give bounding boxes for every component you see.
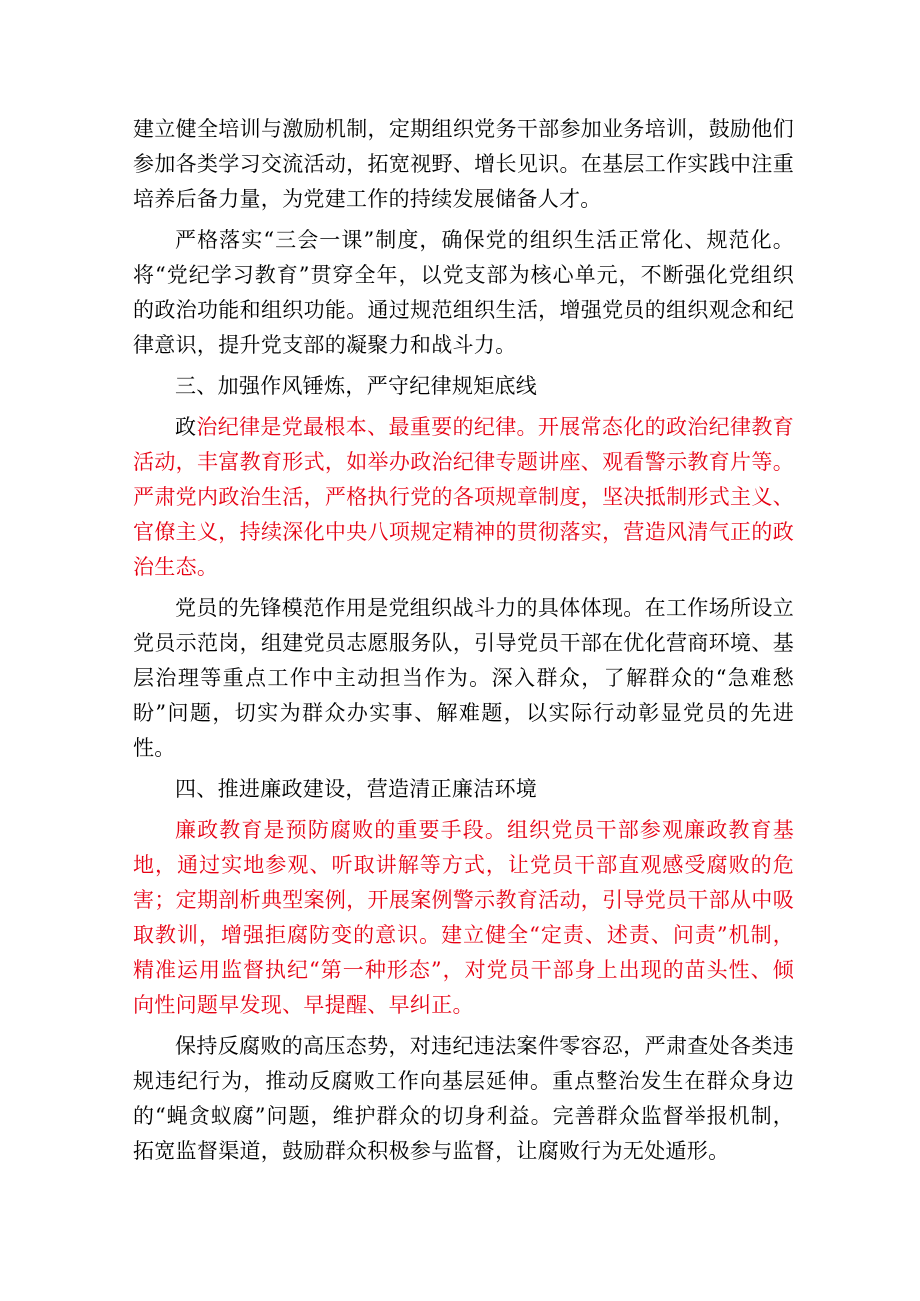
section-heading-three: 三、加强作风锤炼，严守纪律规矩底线 bbox=[175, 374, 538, 398]
paragraph-anti-corruption: 保持反腐败的高压态势，对违纪违法案件零容忍，严肃查处各类违规违纪行为，推动反腐败工作向基层延伸。重点整治发生在群众身边的“蝇贪蚁腐”问题，维护群众的切身利益。完善群众监督举报机制，拓宽监督渠道，鼓励群众积极参与监督，让腐败行为无处遁形。 bbox=[133, 1034, 794, 1163]
paragraph-training-mechanism: 建立健全培训与激励机制，定期组织党务干部参加业务培训，鼓励他们参加各类学习交流活动，拓宽视野、增长见识。在基层工作实践中注重培养后备力量，为党建工作的持续发展储备人才。 bbox=[133, 117, 794, 211]
section-heading-four: 四、推进廉政建设，营造清正廉洁环境 bbox=[175, 777, 538, 801]
paragraph-political-discipline-lead: 政 bbox=[175, 415, 197, 439]
paragraph-integrity-education: 廉政教育是预防腐败的重要手段。组织党员干部参观廉政教育基地，通过实地参观、听取讲解等方式，让党员干部直观感受腐败的危害；定期剖析典型案例，开展案例警示教育活动，引导党员干部从中吸取教训，增强拒腐防变的意识。建立健全“定责、述责、问责”机制，精准运用监督执纪“第一种形态”，对党员干部身上出现的苗头性、倾向性问题早发现、早提醒、早纠正。 bbox=[133, 818, 794, 1017]
paragraph-political-discipline bbox=[133, 410, 794, 585]
document-body bbox=[133, 112, 794, 1175]
paragraph-political-discipline-text: 治纪律是党最根本、最重要的纪律。开展常态化的政治纪律教育活动，丰富教育形式，如举办政治纪律专题讲座、观看警示教育片等。严肃党内政治生活，严格执行党的各项规章制度，坚决抵制形式主义、官僚主义，持续深化中央八项规定精神的贯彻落实，营造风清气正的政治生态。 bbox=[133, 415, 794, 579]
paragraph-three-meetings-one-lesson: 严格落实“三会一课”制度，确保党的组织生活正常化、规范化。将“党纪学习教育”贯穿全年，以党支部为核心单元，不断强化党组织的政治功能和组织功能。通过规范组织生活，增强党员的组织观念和纪律意识，提升党支部的凝聚力和战斗力。 bbox=[133, 228, 794, 357]
paragraph-vanguard-role: 党员的先锋模范作用是党组织战斗力的具体体现。在工作场所设立党员示范岗，组建党员志愿服务队，引导党员干部在优化营商环境、基层治理等重点工作中主动担当作为。深入群众，了解群众的“急难愁盼”问题，切实为群众办实事、解难题，以实际行动彰显党员的先进性。 bbox=[133, 596, 794, 760]
